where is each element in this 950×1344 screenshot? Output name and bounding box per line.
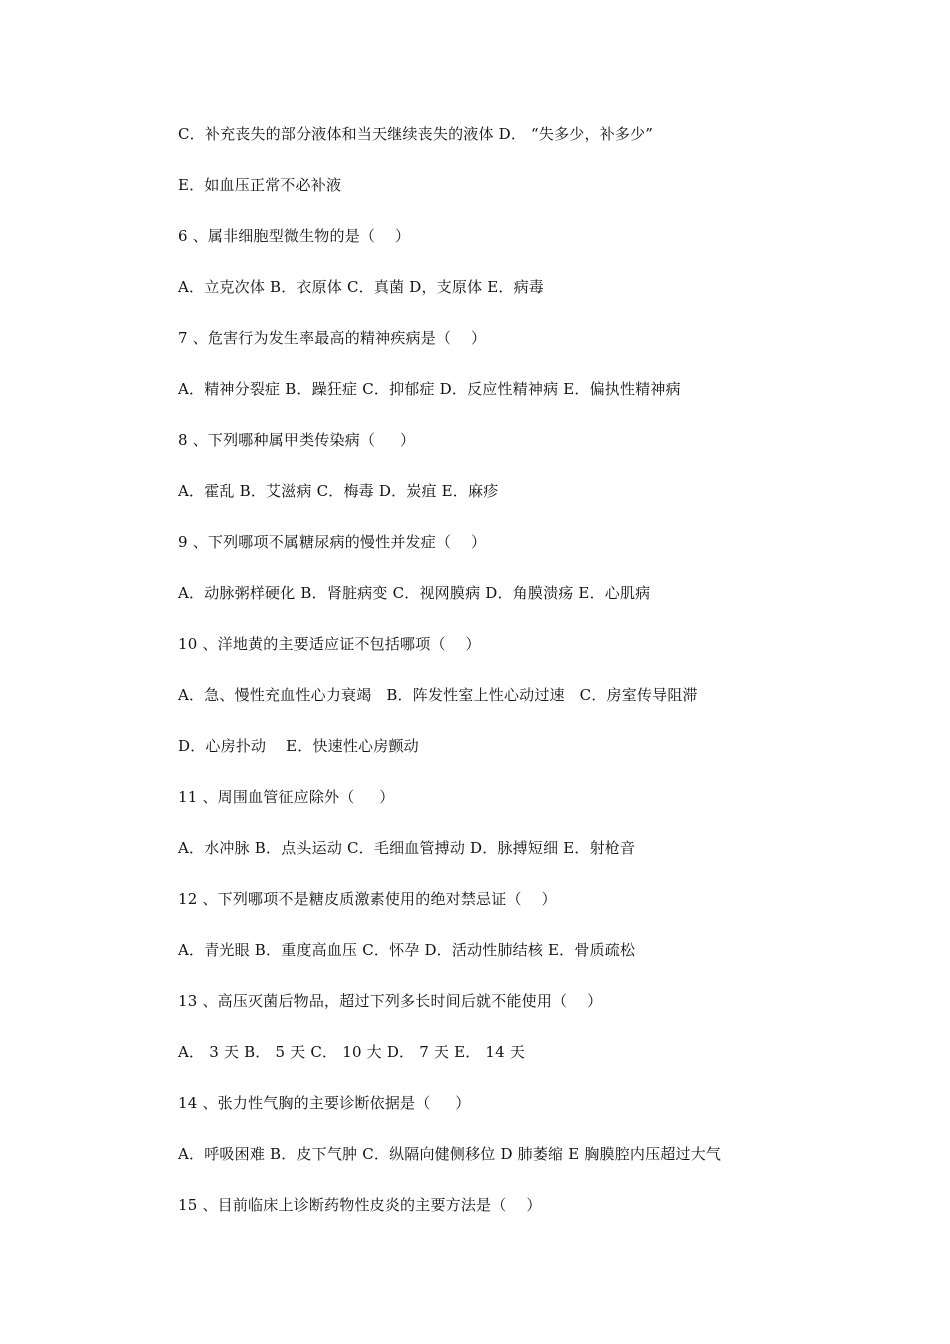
options-q14: A．呼吸困难 B．皮下气肿 C．纵隔向健侧移位 D 肺萎缩 E 胸膜腔内压超过大气 <box>178 1145 722 1163</box>
options-q9: A．动脉粥样硬化 B．肾脏病变 C．视网膜病 D．角膜溃疡 E．心肌病 <box>178 584 651 602</box>
options-q12: A．青光眼 B．重度高血压 C．怀孕 D．活动性肺结核 E．骨质疏松 <box>178 941 636 959</box>
question-10: 10 、洋地黄的主要适应证不包括哪项（ ） <box>178 635 481 653</box>
question-8: 8 、下列哪种属甲类传染病（ ） <box>178 431 416 449</box>
question-14: 14 、张力性气胸的主要诊断依据是（ ） <box>178 1094 471 1112</box>
options-q7: A．精神分裂症 B．躁狂症 C．抑郁症 D．反应性精神病 E．偏执性精神病 <box>178 380 681 398</box>
question-15: 15 、目前临床上诊断药物性皮炎的主要方法是（ ） <box>178 1196 542 1214</box>
option-line-q5-e: E．如血压正常不必补液 <box>178 176 342 194</box>
options-q10-abc: A．急、慢性充血性心力衰竭 B．阵发性室上性心动过速 C．房室传导阻滞 <box>178 686 698 704</box>
question-7: 7 、危害行为发生率最高的精神疾病是（ ） <box>178 329 487 347</box>
question-11: 11 、周围血管征应除外（ ） <box>178 788 395 806</box>
question-6: 6 、属非细胞型微生物的是（ ） <box>178 227 411 245</box>
options-q6: A．立克次体 B．衣原体 C．真菌 D，支原体 E．病毒 <box>178 278 544 296</box>
options-q13: A． 3 天 B． 5 天 C． 10 大 D． 7 天 E． 14 天 <box>178 1043 526 1061</box>
question-13: 13 、高压灭菌后物品，超过下列多长时间后就不能使用（ ） <box>178 992 603 1010</box>
options-q8: A．霍乱 B．艾滋病 C．梅毒 D．炭疽 E．麻疹 <box>178 482 499 500</box>
question-9: 9 、下列哪项不属糖尿病的慢性并发症（ ） <box>178 533 487 551</box>
options-q10-de: D．心房扑动 E．快速性心房颤动 <box>178 737 419 755</box>
document-page <box>178 121 878 1243</box>
option-line-q5-cd: C．补充丧失的部分液体和当天继续丧失的液体 D． “失多少，补多少” <box>178 125 654 143</box>
question-12: 12 、下列哪项不是糖皮质激素使用的绝对禁忌证（ ） <box>178 890 557 908</box>
options-q11: A．水冲脉 B．点头运动 C．毛细血管搏动 D．脉搏短细 E．射枪音 <box>178 839 636 857</box>
